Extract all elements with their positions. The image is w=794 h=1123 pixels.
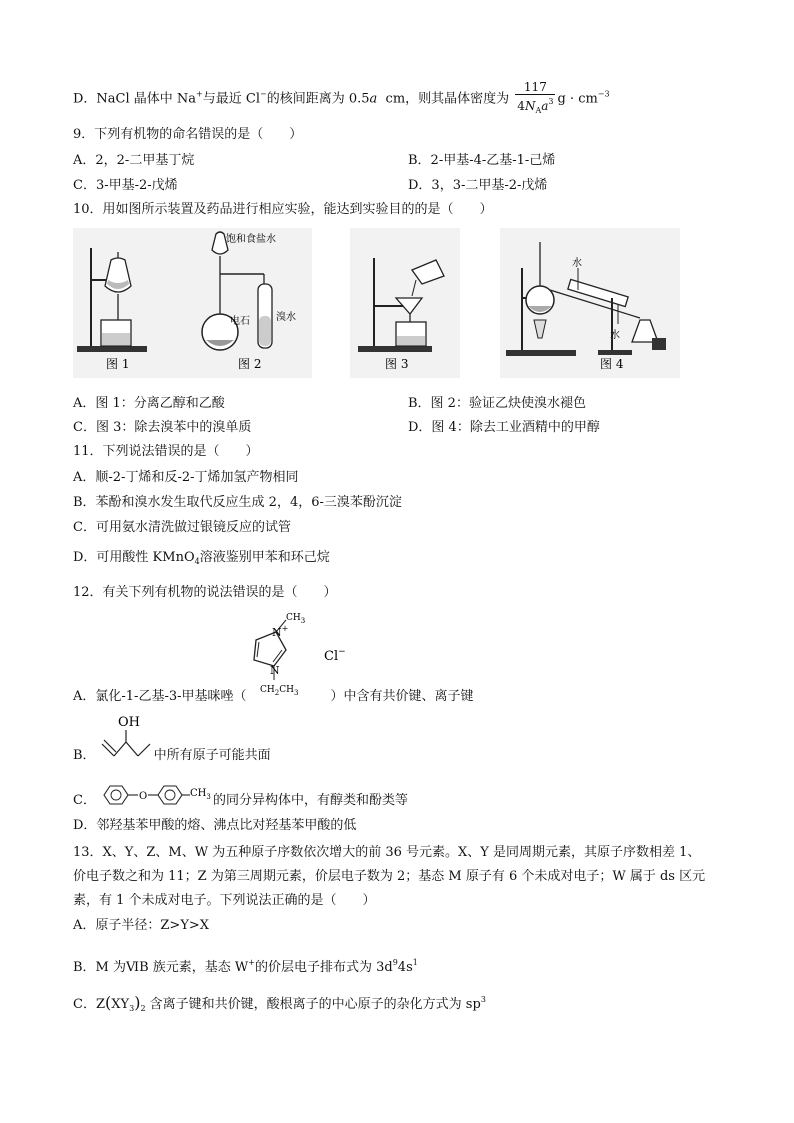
- q9-stem: 9．下列有机物的命名错误的是（ ）: [73, 127, 303, 142]
- q13-b-text2: 的价层电子排布式为 3d: [254, 960, 393, 975]
- den-4: 4: [517, 99, 525, 113]
- density-unit: g · cm: [557, 91, 598, 107]
- q11-d-text: D．可用酸性 KMnO: [73, 550, 195, 565]
- struct-n: N: [270, 664, 280, 677]
- q13-stem-line2: 价电子数之和为 11；Z 为第三周期元素，价层电子数为 2；基态 M 原子有 6 个未成对电子；W 属于 ds 区元: [73, 869, 706, 884]
- q8-d-text: D．NaCl 晶体中 Na: [73, 91, 197, 107]
- q12-a-text2: ）中含有共价键、离子键: [330, 689, 474, 704]
- w-charge: +: [248, 958, 255, 967]
- fraction-denominator: [515, 95, 555, 118]
- den-A: A: [535, 106, 542, 115]
- paren-open: (: [105, 993, 112, 1012]
- q8-d-text4: cm，则其晶体密度为: [385, 91, 510, 107]
- q10-option-b: B．图 2：验证乙炔使溴水褪色: [408, 396, 586, 411]
- q10-stem: 10．用如图所示装置及药品进行相应实验，能达到实验目的的是（ ）: [73, 202, 493, 217]
- q10-option-d: D．图 4：除去工业酒精中的甲醇: [408, 420, 600, 435]
- imidazolium-structure: [240, 610, 360, 700]
- struct-chloride: Cl−: [324, 647, 346, 664]
- q12-b-label: B．: [73, 748, 96, 763]
- q13-b-4s: 4s: [397, 960, 413, 975]
- fig2-annot-carbide: 电石: [230, 316, 250, 327]
- figure-3-label: 图 3: [385, 357, 409, 371]
- q13-b-text: B．M 为ⅥB 族元素，基态 W: [73, 960, 249, 975]
- q9-option-d: D．3，3-二甲基-2-戊烯: [408, 178, 548, 193]
- den-N: N: [524, 99, 536, 113]
- q9-option-b: B．2-甲基-4-乙基-1-己烯: [408, 153, 556, 168]
- q12-option-d: D．邻羟基苯甲酸的熔、沸点比对羟基苯甲酸的低: [73, 818, 357, 833]
- figure-2-apparatus: [192, 228, 312, 378]
- q11-stem: 11．下列说法错误的是（ ）: [73, 444, 259, 459]
- density-fraction: [515, 80, 555, 118]
- figure-3-apparatus: [350, 228, 460, 378]
- q11-option-b: B．苯酚和溴水发生取代反应生成 2，4，6-三溴苯酚沉淀: [73, 495, 402, 510]
- q13-c-label: C．: [73, 997, 96, 1012]
- q12-b-text: 中所有原子可能共面: [153, 748, 271, 763]
- fig4-annot-water-in: 水: [572, 258, 582, 269]
- q8-d-text3: 的核间距离为 0.5: [266, 91, 370, 107]
- sp3-exp: 3: [480, 995, 486, 1004]
- formula-sub3: 3: [129, 1004, 135, 1013]
- formula-z: Z: [95, 997, 105, 1012]
- s-electrons: 1: [412, 958, 418, 967]
- q8-d-text2: 与最近 Cl: [202, 91, 260, 107]
- q11-option-a: A．顺-2-丁烯和反-2-丁烯加氢产物相同: [73, 470, 299, 485]
- den-a: a: [541, 99, 549, 113]
- struct-ether-o: O: [139, 791, 148, 802]
- figure-2-label: 图 2: [238, 357, 262, 371]
- den-exp: 3: [548, 97, 554, 106]
- q12-option-c: [73, 793, 408, 809]
- q12-a-text: A．氯化-1-乙基-3-甲基咪唑（: [73, 689, 247, 704]
- q12-c-label: C．: [73, 793, 96, 808]
- unit-exp: −3: [597, 89, 610, 99]
- struct-oh: OH: [118, 715, 140, 730]
- struct-ethyl: $CH_2CH_3$: [260, 685, 299, 697]
- kmno4-subscript: 4: [194, 557, 200, 566]
- q13-option-c: [73, 992, 486, 1017]
- d-electrons: 9: [392, 958, 398, 967]
- formula-sub2: 2: [140, 1004, 146, 1013]
- q13-stem-line3: 素，有 1 个未成对电子。下列说法正确的是（ ）: [73, 893, 376, 908]
- q12-option-b: [73, 748, 271, 764]
- formula-xy: XY: [111, 997, 130, 1012]
- q12-option-a: [73, 689, 474, 705]
- var-a: a: [369, 91, 378, 107]
- struct-n-plus: N+: [272, 624, 289, 639]
- paren-close: ): [134, 993, 141, 1012]
- q8-option-d: [73, 80, 610, 118]
- q10-option-a: A．图 1：分离乙醇和乙酸: [73, 396, 225, 411]
- cl-charge: −: [260, 89, 267, 99]
- figure-4-label: 图 4: [600, 357, 624, 371]
- q13-c-text: 含离子键和共价键，酸根离子的中心原子的杂化方式为 sp: [149, 997, 481, 1012]
- fig2-annot-saltwater: 饱和食盐水: [226, 234, 276, 245]
- struct-ether-methyl: $CH_3$: [190, 788, 211, 801]
- q11-option-c: C．可用氨水清洗做过银镜反应的试管: [73, 520, 291, 535]
- struct-methyl: $CH_3$: [286, 613, 306, 625]
- q11-d-text2: 溶液鉴别甲苯和环己烷: [199, 550, 330, 565]
- q9-option-c: C．3-甲基-2-戊烯: [73, 178, 178, 193]
- figure-4-apparatus: [500, 228, 680, 378]
- q13-stem-line1: 13．X、Y、Z、M、W 为五种原子序数依次增大的前 36 号元素。X、Y 是同周期元素，其原子序数相差 1、: [73, 845, 701, 860]
- q9-option-a: A．2，2-二甲基丁烷: [73, 153, 195, 168]
- q13-option-a: A．原子半径：Z>Y>X: [73, 918, 210, 933]
- q10-option-c: C．图 3：除去溴苯中的溴单质: [73, 420, 252, 435]
- fraction-numerator: 117: [515, 80, 555, 95]
- q13-option-b: [73, 955, 418, 976]
- fig4-annot-water-out: 水: [610, 330, 620, 341]
- q12-c-text: 的同分异构体中，有醇类和酚类等: [212, 793, 408, 808]
- q12-stem: 12．有关下列有机物的说法错误的是（ ）: [73, 585, 337, 600]
- figure-1-label: 图 1: [106, 357, 130, 371]
- na-charge: +: [196, 89, 203, 99]
- fig2-annot-bromine-water: 溴水: [276, 312, 296, 323]
- q11-option-d: [73, 550, 330, 570]
